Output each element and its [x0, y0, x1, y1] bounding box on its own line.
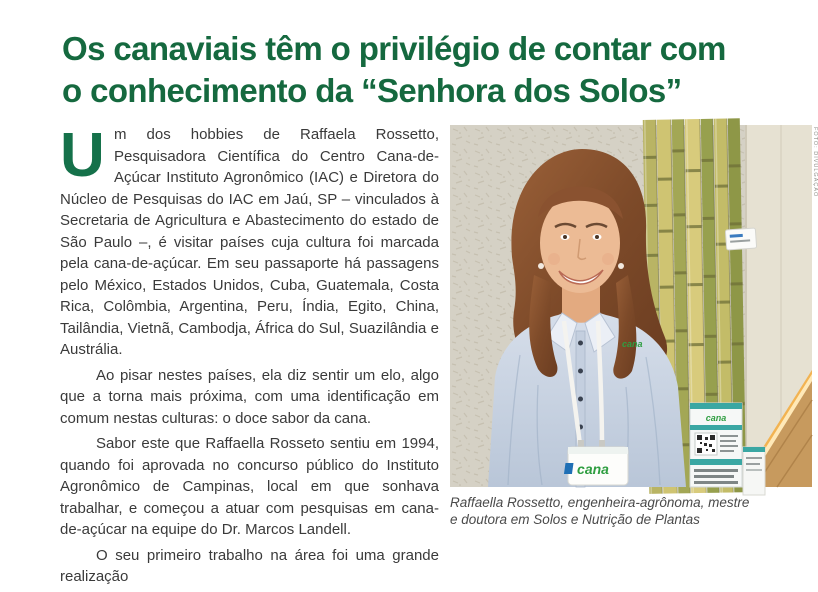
photo-raffaella: [450, 125, 812, 487]
photo-credit-vertical: FOTO: DIVULGAÇÃO: [812, 127, 818, 198]
banner-text-lines: [694, 469, 738, 484]
cane-tag: [725, 228, 756, 250]
paragraph-3: Sabor este que Raffaella Rosseto sentiu em 1994, quando foi aprovada no concurso público do Instituto Agronômico de Campinas, local em que sonhava trabalhar, e começou a atuar com pesquisas em cana-de-açúcar na equipe do Dr. Marcos Landell.: [60, 435, 439, 538]
article-headline: [62, 28, 802, 112]
badge-logo-mark: [564, 463, 574, 474]
banner-logo-text: cana: [705, 413, 727, 423]
qr-code: [695, 433, 717, 455]
paragraph-1: [60, 121, 439, 361]
article-body-column: [60, 121, 439, 592]
headline-line-1: Os canaviais têm o privilégio de contar com: [62, 30, 726, 67]
paragraph-1-text: m dos hobbies de Raffaela Rossetto, Pesquisadora Científica do Centro Cana-de-Açúcar Instituto Agronômico (IAC) e Diretora do Núcleo de Pesquisas do IAC em Jaú, SP – vinculados à Secretaria de Agricultura e Abastecimento do estado de São Paulo –, é visitar países cuja cultura foi marcada pela cana-de-açúcar. Em seu passaporte há passagens pelo México, Estados Unidos, Cuba, Guatemala, Costa Rica, Colômbia, Argentina, Peru, Índia, Egito, China, Tailândia, Vietnã, Cambodja, África do Sul, Suazilândia e Austrália.: [60, 126, 439, 358]
shirt-logo-text: cana: [622, 339, 643, 349]
paragraph-2: Ao pisar nestes países, ela diz sentir um elo, algo que a torna mais próxima, com uma identificação em comum nestas culturas: o doce sabor da cana.: [60, 366, 439, 427]
paragraph-4-clipped: O seu primeiro trabalho na área foi uma grande realização: [60, 546, 439, 585]
headline-line-2: o conhecimento da “Senhora dos Solos”: [62, 72, 682, 109]
photo-figure: [450, 125, 812, 528]
cane-tag: [743, 447, 765, 495]
caption-line-2: e doutora em Solos e Nutrição de Plantas: [450, 512, 700, 527]
drop-cap: U: [60, 121, 105, 190]
event-banner: [690, 403, 742, 487]
photo-caption: [450, 494, 812, 528]
conference-badge: [564, 447, 628, 485]
badge-logo-text: cana: [577, 461, 609, 477]
caption-line-1: Raffaella Rossetto, engenheira-agrônoma, mestre: [450, 495, 750, 510]
